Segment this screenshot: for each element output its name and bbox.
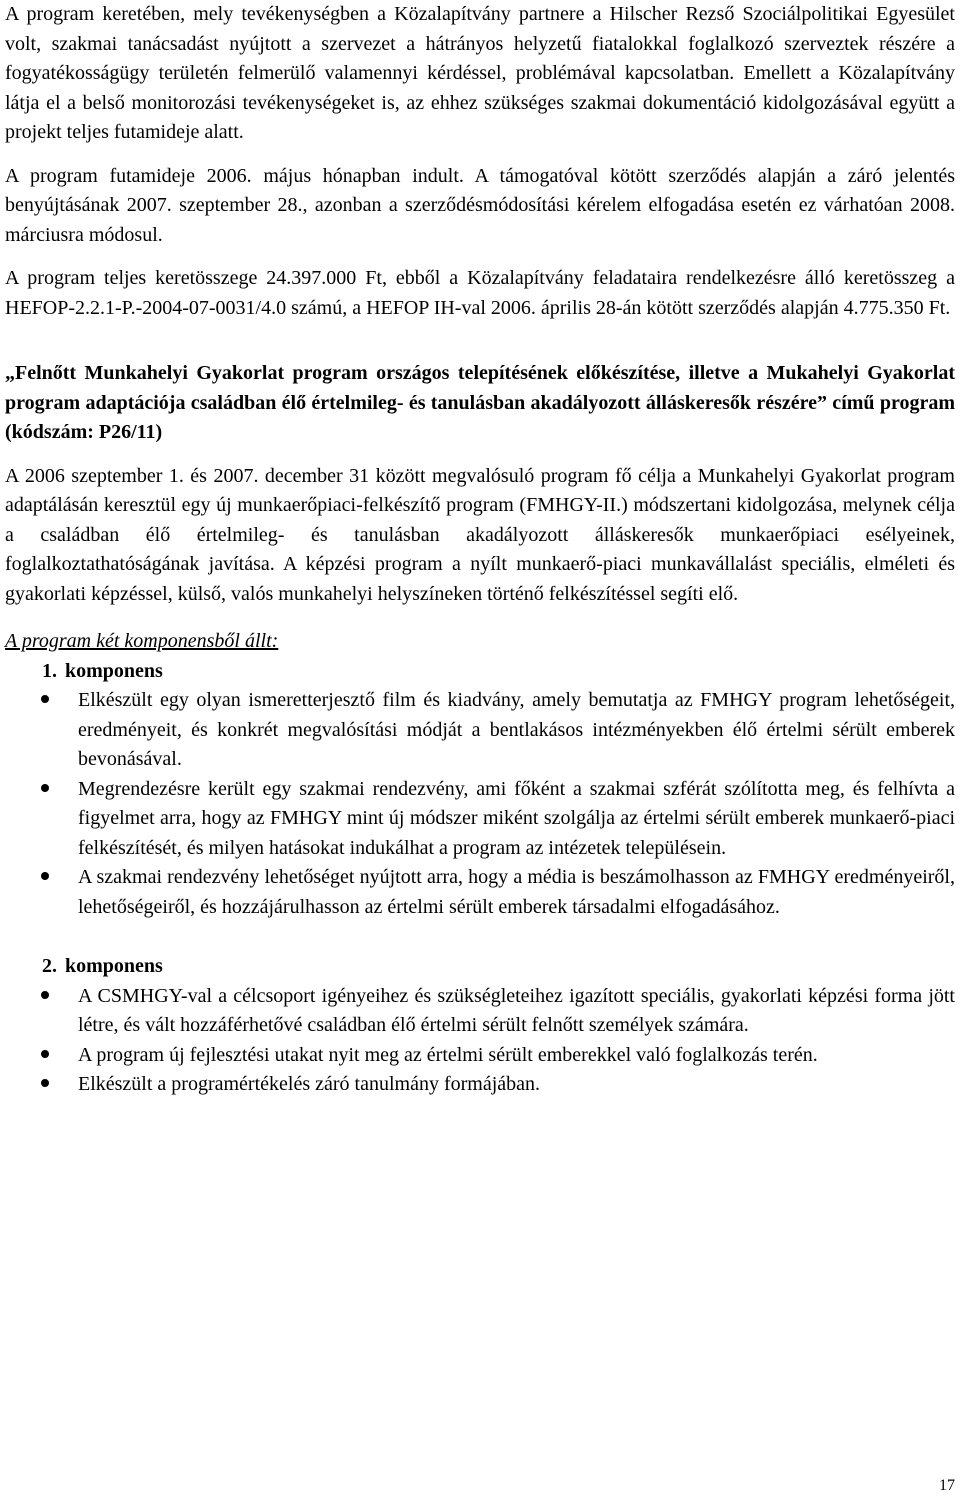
component-number: 1. bbox=[42, 659, 57, 682]
document-body bbox=[5, 0, 955, 1100]
list-item bbox=[5, 1041, 955, 1071]
component-title bbox=[5, 657, 955, 687]
paragraph-program-goal: A 2006 szeptember 1. és 2007. december 31 között megvalósuló program fő célja a Munkahelyi Gyakorlat program adaptálásán keresztül egy új munkaerőpiaci-felkészítő program (FMHGY-II.) módszertani kidolgozása, melynek célja a családban élő értelmileg- és tanulásban akadályozott álláskeresők munkaerőpiaci esélyeinek, foglalkoztathatóságának javítása. A képzési program a nyílt munkaerő-piaci munkavállalást speciális, elméleti és gyakorlati képzéssel, külső, valós munkahelyi helyszíneken történő felkészítéssel segíti elő. bbox=[5, 464, 955, 605]
program-heading: „Felnőtt Munkahelyi Gyakorlat program országos telepítésének előkészítése, illetve a Mukahelyi Gyakorlat program adaptációja családban élő értelmileg- és tanulásban akadályozott álláskeresők részére” című program (kódszám: P26/11) bbox=[5, 362, 955, 443]
component-1 bbox=[5, 657, 955, 923]
component-title bbox=[5, 952, 955, 982]
component-number: 2. bbox=[42, 955, 57, 977]
list-item bbox=[5, 1070, 955, 1100]
paragraph-program-budget: A program teljes keretösszege 24.397.000 Ft, ebből a Közalapítvány feladataira rendelkezésre álló keretösszeg a HEFOP-2.2.1-P.-2004-07-0031/4.0 számú, a HEFOP IH-val 2006. április 28-án kötött szerződés alapján 4.775.350 Ft. bbox=[5, 267, 955, 319]
bullet-icon bbox=[40, 1041, 50, 1071]
list-item-text: Elkészült egy olyan ismeretterjesztő film és kiadvány, amely bemutatja az FMHGY program lehetőségeit, eredményeit, és konkrét megvalósítási módját a bentlakásos intézményekben élő értelmi sérült emberek bevonásával. bbox=[78, 689, 955, 770]
list-item bbox=[5, 775, 955, 864]
bullet-icon bbox=[40, 686, 50, 716]
list-item-text: A program új fejlesztési utakat nyit meg az értelmi sérült emberekkel való foglalkozás terén. bbox=[78, 1043, 818, 1066]
paragraph-program-duration: A program futamideje 2006. május hónapban indult. A támogatóval kötött szerződés alapján a záró jelentés benyújtásának 2007. szeptember 28., azonban a szerződésmódosítási kérelem elfogadása esetén ez várhatóan 2008. márciusra módosul. bbox=[5, 164, 955, 246]
list-item-text: Elkészült a programértékelés záró tanulmány formájában. bbox=[78, 1073, 541, 1095]
list-item-text: Megrendezésre került egy szakmai rendezvény, ami főként a szakmai szférát szólította meg, és felhívta a figyelmet arra, hogy az FMHGY mint új módszer miként szolgálja az értelmi sérült emberek munkaerő-piaci felkészítését, és milyen hatásokat indukálhat a program az intézetek településein. bbox=[78, 777, 955, 859]
bullet-icon bbox=[40, 1070, 50, 1100]
component-label: komponens bbox=[65, 955, 163, 977]
list-item-text: A CSMHGY-val a célcsoport igényeihez és szükségleteihez igazított speciális, gyakorlati képzési forma jött létre, és vált hozzáférhetővé családban élő értelmi sérült felnőtt személyek számára. bbox=[78, 984, 955, 1036]
list-item-text: A szakmai rendezvény lehetőséget nyújtott arra, hogy a média is beszámolhasson az FMHGY eredményeiről, lehetőségeiről, és hozzájárulhasson az értelmi sérült emberek társadalmi elfogadásához. bbox=[78, 866, 955, 918]
component-bullet-list bbox=[5, 686, 955, 922]
bullet-icon bbox=[40, 863, 50, 893]
bullet-icon bbox=[40, 775, 50, 805]
list-item bbox=[5, 982, 955, 1041]
component-2 bbox=[5, 952, 955, 1100]
paragraph-partner-consulting: A program keretében, mely tevékenységben a Közalapítvány partnere a Hilscher Rezső Szociálpolitikai Egyesület volt, szakmai tanácsadást nyújtott a szervezet a hátrányos helyzetű fiatalokkal foglalkozó szerveztek részére a fogyatékosságügy területén felmerülő valamennyi kérdéssel, problémával kapcsolatban. Emellett a Közalapítvány látja el a belső monitorozási tevékenységeket is, az ehhez szükséges szakmai dokumentáció kidolgozásával együtt a projekt teljes futamideje alatt. bbox=[5, 3, 955, 143]
components-intro: A program két komponensből állt: bbox=[5, 630, 279, 652]
bullet-icon bbox=[40, 982, 50, 1012]
component-label: komponens bbox=[65, 659, 163, 682]
component-bullet-list bbox=[5, 982, 955, 1100]
list-item bbox=[5, 686, 955, 775]
list-item bbox=[5, 863, 955, 922]
page-number: 17 bbox=[939, 1477, 955, 1494]
